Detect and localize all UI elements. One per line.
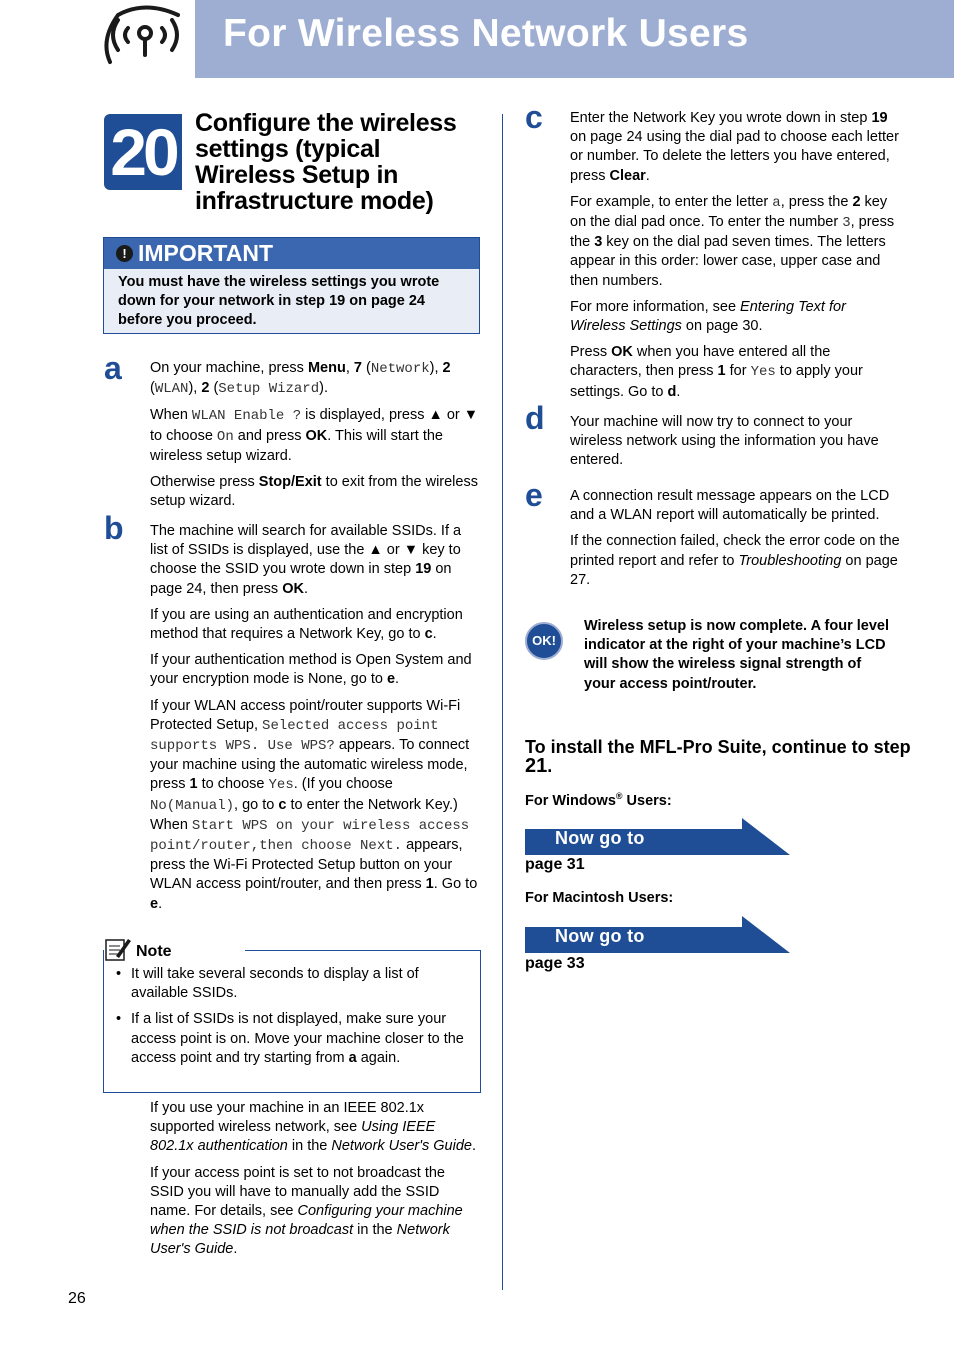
note-item: • It will take several seconds to display a list of available SSIDs. [116,966,419,1002]
step-title: Configure the wireless settings (typical Wireless Setup in infrastructure mode) [195,109,457,215]
substep-d-text: Your machine will now try to connect to your wireless network using the information you have entered. [570,414,879,469]
page-number: 26 [68,1290,86,1307]
important-box [103,237,480,334]
page-title: For Wireless Network Users [223,12,749,55]
logo-area [0,0,190,78]
note-label: Note [136,943,172,960]
note-body [116,965,466,1075]
substep-letter-a: a [104,350,122,386]
substep-c-text: Enter the Network Key you wrote down in step 19 on page 24 using the dial pad to choose each letter or number. To delete the letters you have entered, press Clear. For example, to enter the letter a, press the 2 key on the dial pad once. To enter the number 3, press the 3 key on the dial pad seven times. The letters appear in this order: lower case, upper case and then numbers. For more information, see Entering Text for Wireless Settings on page 30. Press OK when you have entered all the characters, then press 1 for Yes to apply your settings. Go to d. [570,110,899,400]
substep-letter-e: e [525,477,543,513]
note-pencil-icon [104,936,132,962]
header-bar [195,0,954,78]
now-go-to-mac[interactable]: Now go to [525,916,790,953]
substep-letter-c: c [525,99,543,135]
substep-a-text: On your machine, press Menu, 7 (Network), 2 (WLAN), 2 (Setup Wizard). When WLAN Enable ? is displayed, press ▲ or ▼ to choose On and press OK. This will start the wireless setup wizard. Otherwise press Stop/Exit to exit from the wireless setup wizard. [150,360,479,510]
step-number-badge: 20 [104,114,182,190]
substep-e-text: A connection result message appears on the LCD and a WLAN report will automatically be printed. If the connection failed, check the error code on the printed report and refer to Troubleshooting on page 27. [570,488,900,588]
important-header [104,238,479,269]
substep-letter-b: b [104,510,124,546]
ok-badge-icon: OK! [525,622,563,660]
exclamation-icon: ! [116,245,133,262]
important-text: You must have the wireless settings you wrote down for your network in step 19 on page 24 before you proceed. [118,274,440,328]
substep-b-text: The machine will search for available SSIDs. If a list of SSIDs is displayed, use the ▲ or ▼ key to choose the SSID you wrote down in step 19 on page 24, then press OK. If you are using an authentication and encryption method that requires a Network Key, go to c. If your authentication method is Open System and your encryption mode is None, go to e. If your WLAN access point/router supports Wi-Fi Protected Setup, Selected access point supports WPS. Use WPS? appears. To connect your machine using the automatic wireless mode, press 1 to choose Yes. (If you choose No(Manual), go to c to enter the Network Key.) When Start WPS on your wireless access point/router,then choose Next. appears, press the Wi-Fi Protected Setup button on your WLAN access point/router, and then press 1. Go to e. [150,523,478,912]
windows-page-link[interactable]: page 31 [525,856,585,873]
windows-users-label: For Windows® Users: [525,791,672,809]
now-go-to-windows[interactable]: Now go to [525,818,790,855]
note-top-border [245,950,480,951]
mac-users-label: For Macintosh Users: [525,890,674,906]
install-heading: To install the MFL-Pro Suite, continue to step 21. [525,737,911,777]
completion-message: Wireless setup is now complete. A four level indicator at the right of your machine’s LCD will show the wireless signal strength of your access point/router. [584,618,889,692]
wireless-signal-icon [0,0,190,78]
important-label: IMPORTANT [138,240,274,266]
note-item: • If a list of SSIDs is not displayed, make sure your access point is on. Move your machine closer to the access point and try starting from a again. [116,1011,464,1066]
ieee-info-text: If you use your machine in an IEEE 802.1x supported wireless network, see Using IEEE 802.1x authentication in the Network User's Guide. If your access point is set to not broadcast the SSID you will have to manually add the SSID name. For details, see Configuring your machine when the SSID is not broadcast in the Network User's Guide. [150,1100,476,1258]
column-divider [502,114,503,1290]
substep-letter-d: d [525,400,545,436]
mac-page-link[interactable]: page 33 [525,955,585,972]
